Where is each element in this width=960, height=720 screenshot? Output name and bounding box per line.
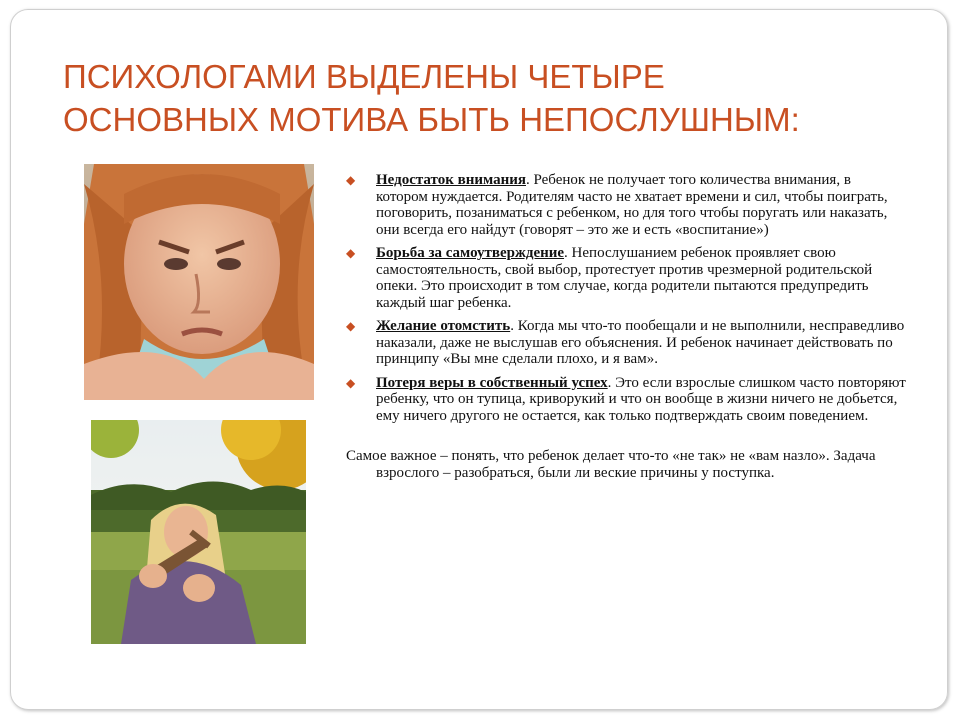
bullet-lead: Потеря веры в собственный успех: [376, 374, 608, 391]
bullet-item-lack-of-attention: [346, 172, 906, 238]
bullet-lead: Борьба за самоутверждение: [376, 245, 565, 261]
bullet-item-self-assertion: [346, 245, 906, 311]
bullet-lead: Желание отомстить: [376, 318, 511, 334]
diamond-bullet-icon: ◆: [346, 319, 356, 333]
bullet-text: . Непослушанием ребенок проявляет свою самостоятельность, свой выбор, протестует против чрезмерной родительской опеки. Это происходит в том случае, когда родители пытаются предупредить каждый шаг ребенка.: [376, 245, 873, 311]
bullet-item-revenge: [346, 318, 906, 368]
bullet-text: . Когда мы что-то пообещали и не выполнили, несправедливо наказали, даже не выслушав его объяснения. И ребенок начинает действовать по принципу «Вы мне сделали плохо, и я вам».: [376, 318, 905, 367]
motives-list: [346, 172, 906, 424]
slide-title: ПСИХОЛОГАМИ ВЫДЕЛЕНЫ ЧЕТЫРЕ ОСНОВНЫХ МОТИВА БЫТЬ НЕПОСЛУШНЫМ:: [63, 58, 800, 138]
bullet-lead: Недостаток внимания: [376, 172, 526, 188]
diamond-bullet-icon: ◆: [346, 173, 356, 187]
bullet-text: . Это если взрослые слишком часто повторяют ребенку, что он тупица, криворукий и что он вообще в жизни ничего не добьется, ему ничего другого не остается, как только подтверждать своим поведением.: [376, 374, 906, 424]
bullet-text: . Ребенок не получает того количества внимания, в котором нуждается. Родителям часто не хватает времени и сил, чтобы поиграть, поговорить, позаниматься с ребенком, но для того чтобы поругать или наказать, они всегда его найдут (говорят – это же и есть «воспитание»): [376, 172, 888, 238]
diamond-bullet-icon: ◆: [346, 246, 356, 260]
slide-content: [346, 172, 906, 496]
angry-girl-photo: [84, 164, 314, 400]
bullet-item-loss-of-faith: [346, 375, 906, 425]
diamond-bullet-icon: ◆: [346, 375, 356, 390]
girl-with-slingshot-photo: [91, 420, 306, 644]
conclusion-text: Самое важное – понять, что ребенок делает что-то «не так» не «вам назло». Задача взрослого – разобраться, были ли веские причины у поступка.: [346, 448, 876, 481]
